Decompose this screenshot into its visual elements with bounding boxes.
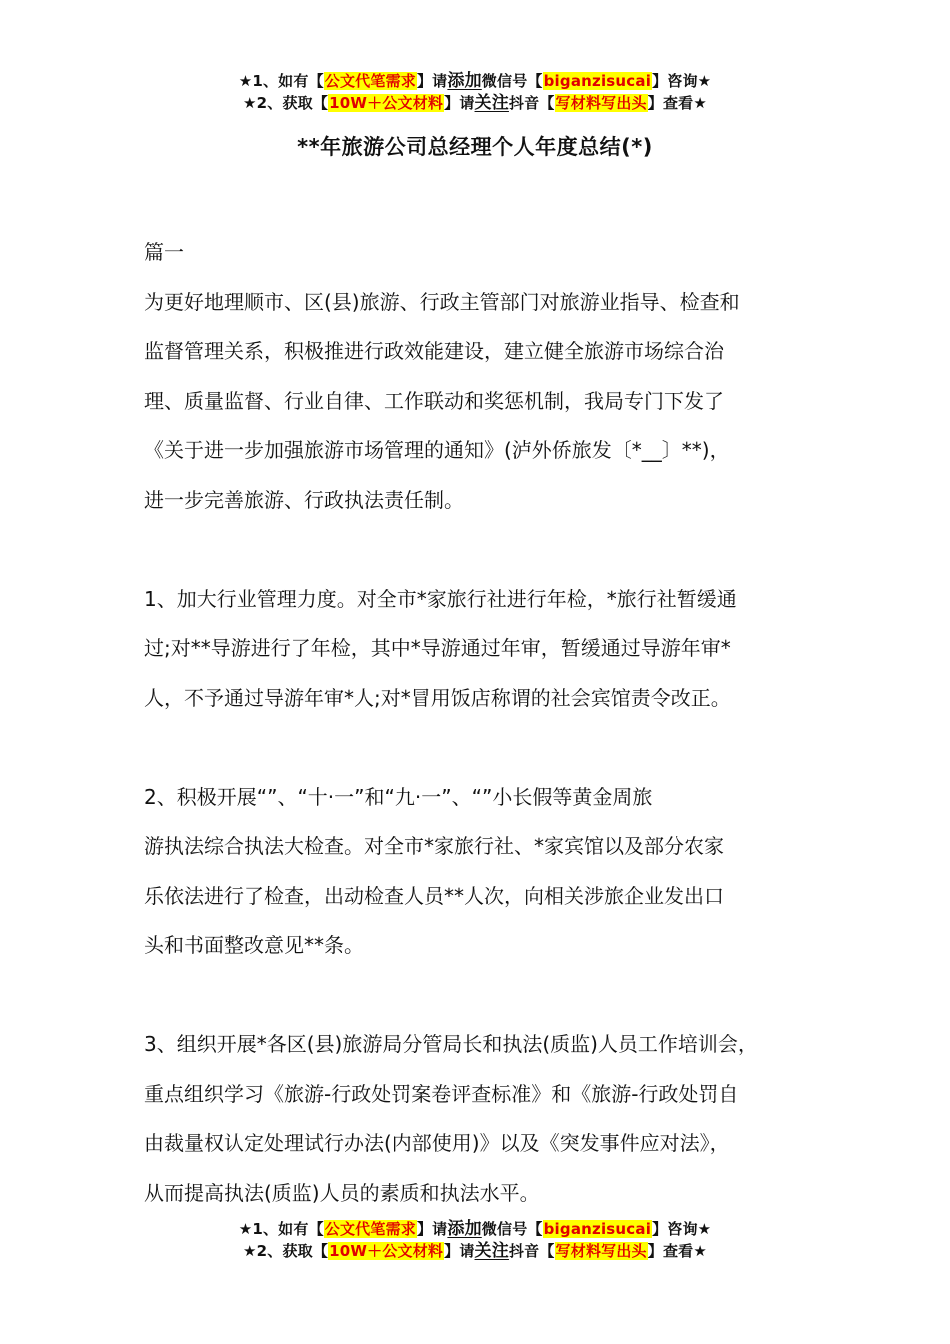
promo-highlight: 10W＋公文材料 bbox=[329, 94, 444, 112]
promo-highlight: biganzisucai bbox=[543, 72, 652, 90]
text-line: 从而提高执法(质监)人员的素质和执法水平。 bbox=[144, 1180, 540, 1205]
promo-highlight: 公文代笔需求 bbox=[324, 72, 416, 90]
promo-text: 微信号【 bbox=[481, 72, 543, 90]
promo-underlined: 添加 bbox=[447, 1219, 482, 1239]
promo-highlight: 写材料写出头 bbox=[555, 94, 647, 112]
text-line: 乐依法进行了检查，出动检查人员**人次，向相关涉旅企业发出口 bbox=[144, 883, 724, 908]
promo-text: 】请 bbox=[444, 94, 475, 112]
paragraph-item-2 bbox=[144, 773, 832, 971]
paragraph-gap bbox=[144, 971, 832, 1021]
promo-highlight: 10W＋公文材料 bbox=[329, 1242, 444, 1260]
text-line: 3、组织开展*各区(县)旅游局分管局长和执法(质监)人员工作培训会， bbox=[144, 1032, 758, 1056]
promo-text: 抖音【 bbox=[508, 94, 555, 112]
text-line: 为更好地理顺市、区(县)旅游、行政主管部门对旅游业指导、检查和 bbox=[144, 289, 740, 314]
promo-underlined: 关注 bbox=[474, 93, 509, 113]
section-heading: 篇一 bbox=[144, 240, 184, 264]
promo-text: ★2、获取【 bbox=[243, 94, 329, 112]
text-line: 人，不予通过导游年审*人;对*冒用饭店称谓的社会宾馆责令改正。 bbox=[144, 685, 731, 710]
text-line: 头和书面整改意见**条。 bbox=[144, 933, 364, 957]
promo-banner-bottom bbox=[0, 1218, 950, 1262]
paragraph-gap bbox=[144, 525, 832, 575]
text-line: 进一步完善旅游、行政执法责任制。 bbox=[144, 487, 464, 512]
document-body bbox=[144, 228, 832, 1218]
promo-line-1 bbox=[0, 70, 950, 92]
promo-text: 抖音【 bbox=[508, 1242, 555, 1260]
promo-line-2 bbox=[0, 92, 950, 114]
promo-text: 】查看★ bbox=[647, 94, 707, 112]
promo-text: ★1、如有【 bbox=[238, 72, 324, 90]
text-line: 监督管理关系，积极推进行政效能建设，建立健全旅游市场综合治 bbox=[144, 339, 724, 363]
promo-text: ★1、如有【 bbox=[238, 1220, 324, 1238]
promo-underlined: 添加 bbox=[447, 71, 482, 91]
promo-text: 】请 bbox=[416, 1220, 448, 1238]
text-line: 2、积极开展“”、“十·一”和“九·一”、“”小长假等黄金周旅 bbox=[144, 784, 653, 809]
text-line: 理、质量监督、行业自律、工作联动和奖惩机制，我局专门下发了 bbox=[144, 388, 724, 413]
document-title: **年旅游公司总经理个人年度总结(*) bbox=[297, 135, 653, 159]
promo-highlight: biganzisucai bbox=[543, 1220, 652, 1238]
text-line: 重点组织学习《旅游-行政处罚案卷评查标准》和《旅游-行政处罚自 bbox=[144, 1081, 739, 1106]
text-line: 过;对**导游进行了年检，其中*导游通过年审，暂缓通过导游年审* bbox=[144, 636, 731, 660]
text-line: 1、加大行业管理力度。对全市*家旅行社进行年检，*旅行社暂缓通 bbox=[144, 586, 737, 611]
promo-line-1 bbox=[0, 1218, 950, 1240]
promo-highlight: 公文代笔需求 bbox=[324, 1220, 416, 1238]
promo-text: 】咨询★ bbox=[652, 1220, 712, 1238]
promo-text: 】请 bbox=[444, 1242, 475, 1260]
paragraph-item-1 bbox=[144, 575, 832, 724]
text-line: 由裁量权认定处理试行办法(内部使用)》以及《突发事件应对法》， bbox=[144, 1131, 730, 1155]
promo-highlight: 写材料写出头 bbox=[555, 1242, 647, 1260]
paragraph-item-3 bbox=[144, 1020, 832, 1218]
paragraph-intro bbox=[144, 278, 832, 526]
text-line: 游执法综合执法大检查。对全市*家旅行社、*家宾馆以及部分农家 bbox=[144, 834, 724, 858]
text-line: 《关于进一步加强旅游市场管理的通知》(泸外侨旅发〔*__〕**)， bbox=[144, 438, 730, 462]
promo-text: 】查看★ bbox=[647, 1242, 707, 1260]
promo-underlined: 关注 bbox=[474, 1241, 509, 1261]
promo-text: 】咨询★ bbox=[652, 72, 712, 90]
promo-text: ★2、获取【 bbox=[243, 1242, 329, 1260]
promo-text: 】请 bbox=[416, 72, 448, 90]
paragraph-gap bbox=[144, 723, 832, 773]
promo-text: 微信号【 bbox=[481, 1220, 543, 1238]
promo-line-2 bbox=[0, 1240, 950, 1262]
promo-banner-top bbox=[0, 70, 950, 114]
